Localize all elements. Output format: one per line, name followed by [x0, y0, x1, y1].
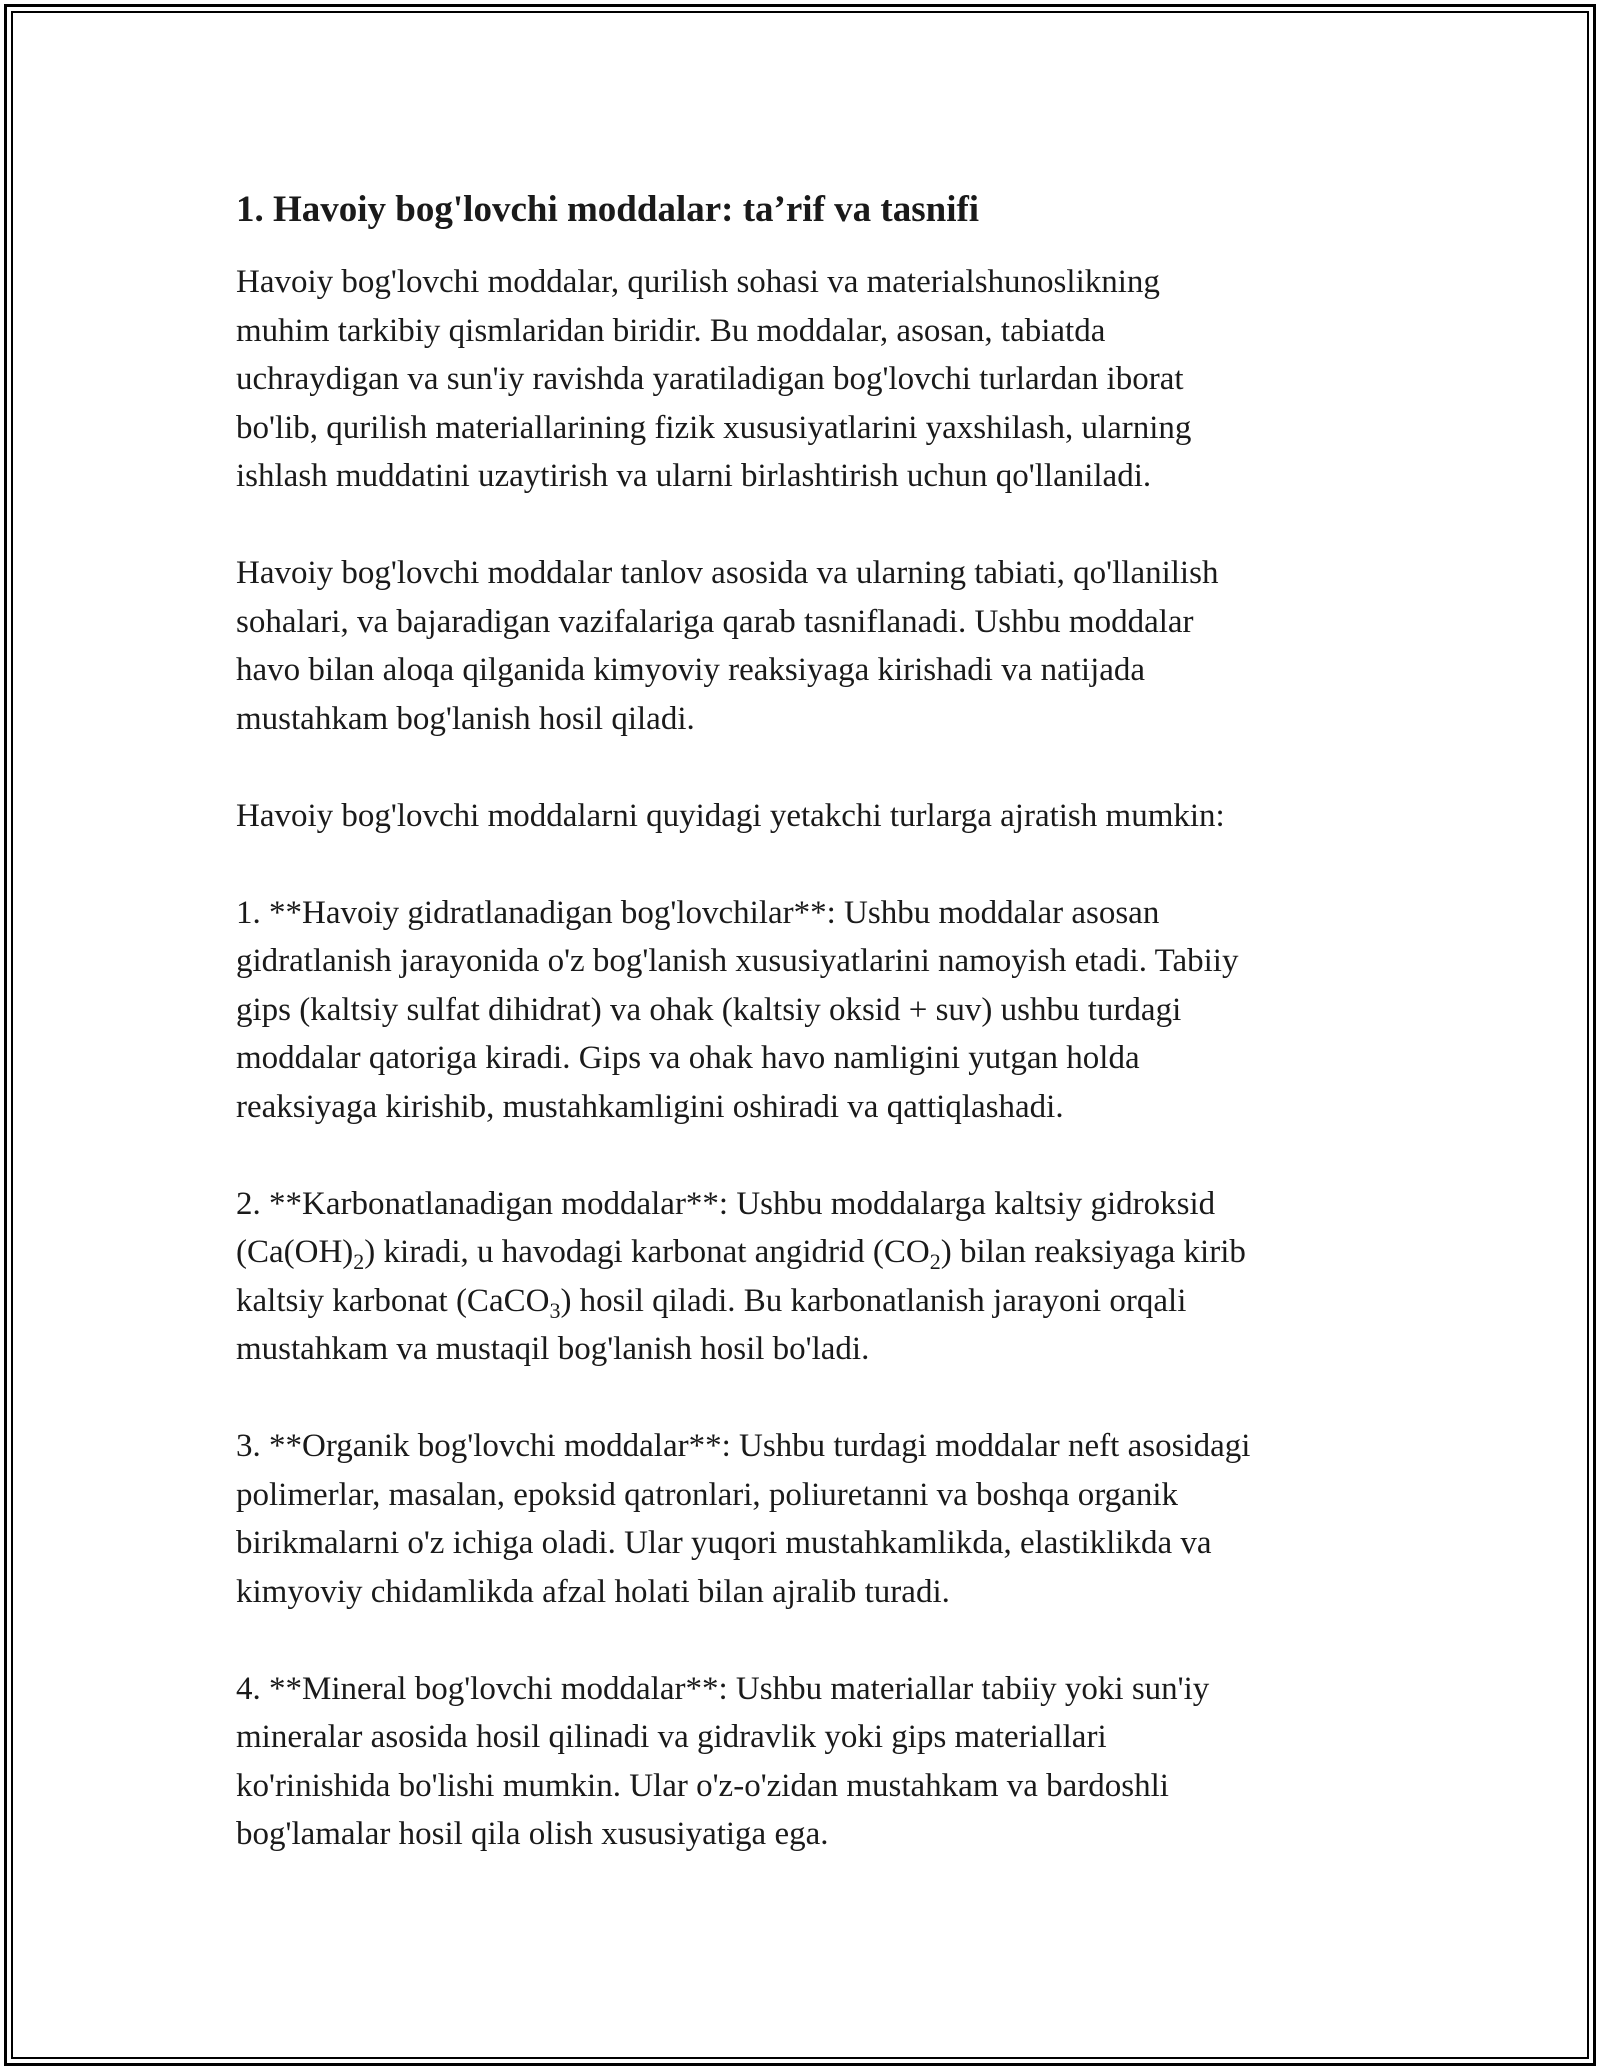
- paragraph-line: 2. **Karbonatlanadigan moddalar**: Ushbu moddalarga kaltsiy gidroksid: [236, 1185, 1216, 1222]
- paragraph-line: havo bilan aloqa qilganida kimyoviy reaksiyaga kirishadi va natijada: [236, 652, 1146, 688]
- formula-text: (Ca(OH): [236, 1234, 354, 1270]
- paragraph-line: mustahkam va mustaqil bog'lanish hosil bo'ladi.: [236, 1331, 870, 1367]
- paragraph-types-intro: [236, 792, 1376, 841]
- paragraph-intro: [236, 258, 1376, 501]
- document-body: [236, 186, 1376, 1907]
- paragraph-line: moddalar qatoriga kiradi. Gips va ohak havo namligini yutgan holda: [236, 1040, 1140, 1076]
- section-title: 1. Havoiy bog'lovchi moddalar: ta’rif va tasnifi: [236, 189, 980, 230]
- subscript: 2: [353, 1249, 365, 1274]
- paragraph-line: bog'lamalar hosil qila olish xususiyatiga ega.: [236, 1816, 829, 1852]
- paragraph-line: muhim tarkibiy qismlaridan biridir. Bu moddalar, asosan, tabiatda: [236, 312, 1106, 349]
- formula-text: kaltsiy karbonat (CaCO: [236, 1282, 550, 1319]
- list-item-organic-binders: [236, 1422, 1376, 1616]
- paragraph-line: Havoiy bog'lovchi moddalar, qurilish sohasi va materialshunoslikning: [236, 264, 1160, 300]
- formula-text: ) kiradi, u havodagi karbonat angidrid (CO: [364, 1234, 930, 1270]
- subscript: 3: [549, 1297, 561, 1323]
- paragraph-line: Havoiy bog'lovchi moddalarni quyidagi yetakchi turlarga ajratish mumkin:: [236, 797, 1225, 834]
- paragraph-line: gips (kaltsiy sulfat dihidrat) va ohak (kaltsiy oksid + suv) ushbu turdagi: [236, 991, 1182, 1028]
- paragraph-classification: [236, 549, 1376, 743]
- paragraph-line: ishlash muddatini uzaytirish va ularni birlashtirish uchun qo'llaniladi.: [236, 458, 1152, 494]
- paragraph-line: 3. **Organik bog'lovchi moddalar**: Ushbu turdagi moddalar neft asosidagi: [236, 1428, 1251, 1464]
- paragraph-line: kimyoviy chidamlikda afzal holati bilan ajralib turadi.: [236, 1573, 950, 1610]
- formula-text: ) bilan reaksiyaga kirib: [940, 1234, 1246, 1270]
- formula-text: ) hosil qiladi. Bu karbonatlanish jarayoni orqali: [560, 1282, 1187, 1319]
- paragraph-line: mineralar asosida hosil qilinadi va gidravlik yoki gips materiallari: [236, 1719, 1107, 1755]
- subscript: 2: [929, 1249, 941, 1274]
- paragraph-line: [236, 1228, 1376, 1277]
- list-item-mineral-binders: [236, 1665, 1376, 1859]
- paragraph-line: uchraydigan va sun'iy ravishda yaratiladigan bog'lovchi turlardan iborat: [236, 361, 1184, 397]
- list-item-carbonating-binders: [236, 1180, 1376, 1374]
- paragraph-line: polimerlar, masalan, epoksid qatronlari, poliuretanni va boshqa organik: [236, 1476, 1178, 1513]
- paragraph-line: birikmalarni o'z ichiga oladi. Ular yuqori mustahkamlikda, elastiklikda va: [236, 1525, 1212, 1561]
- paragraph-line: bo'lib, qurilish materiallarining fizik xususiyatlarini yaxshilash, ularning: [236, 409, 1192, 446]
- paragraph-line: mustahkam bog'lanish hosil qiladi.: [236, 700, 695, 737]
- paragraph-line: [236, 1277, 1376, 1326]
- paragraph-line: reaksiyaga kirishib, mustahkamligini oshiradi va qattiqlashadi.: [236, 1088, 1064, 1125]
- paragraph-line: ko'rinishida bo'lishi mumkin. Ular o'z-o'zidan mustahkam va bardoshli: [236, 1767, 1169, 1804]
- paragraph-line: sohalari, va bajaradigan vazifalariga qarab tasniflanadi. Ushbu moddalar: [236, 603, 1194, 640]
- paragraph-line: 1. **Havoiy gidratlanadigan bog'lovchilar**: Ushbu moddalar asosan: [236, 894, 1160, 931]
- paragraph-line: 4. **Mineral bog'lovchi moddalar**: Ushbu materiallar tabiiy yoki sun'iy: [236, 1670, 1210, 1707]
- paragraph-line: gidratlanish jarayonida o'z bog'lanish xususiyatlarini namoyish etadi. Tabiiy: [236, 943, 1239, 979]
- paragraph-line: Havoiy bog'lovchi moddalar tanlov asosida va ularning tabiati, qo'llanilish: [236, 555, 1219, 591]
- list-item-hydrating-binders: [236, 889, 1376, 1132]
